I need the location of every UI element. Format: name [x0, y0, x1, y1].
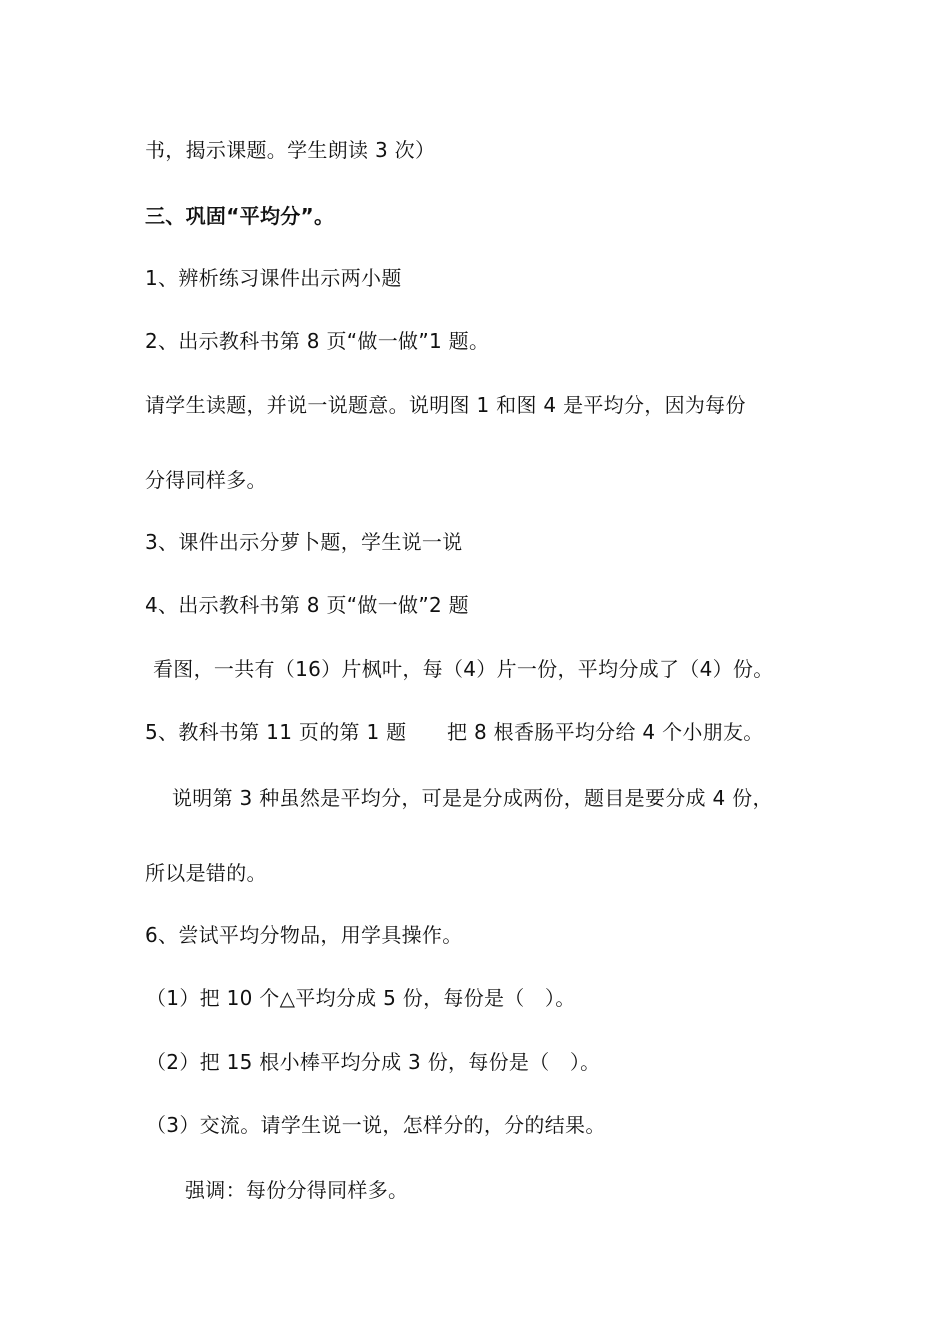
- text-line-16: （3）交流。请学生说一说，怎样分的，分的结果。: [146, 1113, 606, 1137]
- text-line-3: 1、辨析练习课件出示两小题: [145, 266, 402, 290]
- text-line-11: 说明第 3 种虽然是平均分，可是是分成两份，题目是要分成 4 份，: [172, 786, 773, 810]
- text-line-5: 请学生读题，并说一说题意。说明图 1 和图 4 是平均分，因为每份: [145, 393, 746, 417]
- text-line-14: （1）把 10 个△平均分成 5 份，每份是（ ）。: [146, 986, 576, 1010]
- text-line-10: 5、教科书第 11 页的第 1 题 把 8 根香肠平均分给 4 个小朋友。: [145, 720, 764, 744]
- text-line-15: （2）把 15 根小棒平均分成 3 份，每份是（ ）。: [146, 1050, 601, 1074]
- text-line-9: 看图，一共有（16）片枫叶，每（4）片一份，平均分成了（4）份。: [153, 657, 774, 681]
- text-line-17: 强调：每份分得同样多。: [185, 1178, 409, 1202]
- text-line-4: 2、出示教科书第 8 页“做一做”1 题。: [145, 329, 490, 353]
- text-line-8: 4、出示教科书第 8 页“做一做”2 题: [145, 593, 469, 617]
- text-line-7: 3、课件出示分萝卜题，学生说一说: [145, 530, 463, 554]
- section-heading: 三、巩固“平均分”。: [145, 204, 335, 228]
- text-line-1: 书，揭示课题。学生朗读 3 次）: [145, 138, 436, 162]
- text-line-13: 6、尝试平均分物品，用学具操作。: [145, 923, 463, 947]
- text-line-12: 所以是错的。: [145, 861, 267, 885]
- text-line-6: 分得同样多。: [145, 468, 267, 492]
